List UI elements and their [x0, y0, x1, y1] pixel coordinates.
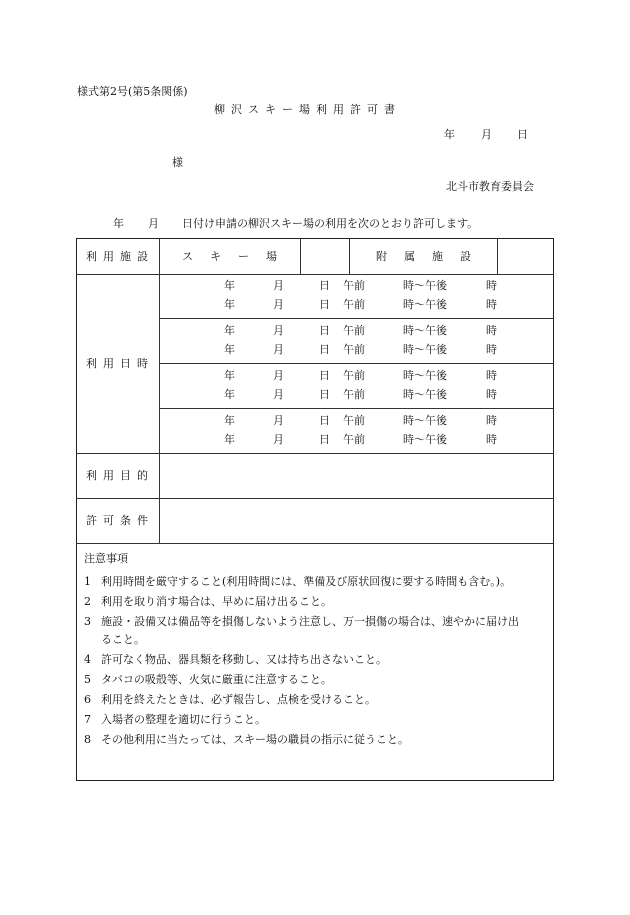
- datetime-am: 午前: [343, 298, 365, 311]
- datetime-year: 年: [224, 433, 235, 446]
- datetime-month: 月: [273, 298, 284, 311]
- datetime-year: 年: [224, 324, 235, 337]
- rule-datetime: [76, 453, 554, 454]
- note-item: [84, 714, 266, 725]
- datetime-year: 年: [224, 369, 235, 382]
- datetime-to-hour: 時: [486, 369, 497, 382]
- datetime-from-hour: 時〜午後: [403, 298, 447, 311]
- conditions-label: 許可条件: [86, 514, 154, 527]
- datetime-day: 日: [319, 388, 330, 401]
- datetime-to-hour: 時: [486, 279, 497, 292]
- datetime-to-hour: 時: [486, 298, 497, 311]
- note-number: 7: [84, 713, 91, 726]
- note-number: 4: [84, 653, 91, 666]
- datetime-year: 年: [224, 298, 235, 311]
- addressee: 様: [172, 156, 183, 169]
- datetime-year: 年: [224, 388, 235, 401]
- datetime-am: 午前: [343, 388, 365, 401]
- datetime-from-hour: 時〜午後: [403, 388, 447, 401]
- rule-purpose: [76, 498, 554, 499]
- datetime-from-hour: 時〜午後: [403, 433, 447, 446]
- datetime-from-hour: 時〜午後: [403, 343, 447, 356]
- note-item: [84, 694, 376, 705]
- datetime-am: 午前: [343, 324, 365, 337]
- datetime-from-hour: 時〜午後: [403, 414, 447, 427]
- issuer: 北斗市教育委員会: [446, 180, 534, 193]
- rule-facility-col-3: [497, 238, 498, 274]
- purpose-label: 利用目的: [86, 469, 154, 482]
- note-text: 施設・設備又は備品等を損傷しないよう注意し、万一損傷の場合は、速やかに届け出: [101, 615, 519, 628]
- annex-facility-label: 附属施設: [376, 250, 488, 263]
- rule-conditions: [76, 543, 554, 544]
- datetime-to-hour: 時: [486, 343, 497, 356]
- date-month: 月: [481, 128, 492, 141]
- datetime-day: 日: [319, 369, 330, 382]
- note-text: 入場者の整理を適切に行うこと。: [101, 713, 266, 726]
- datetime-month: 月: [273, 433, 284, 446]
- datetime-month: 月: [273, 414, 284, 427]
- datetime-day: 日: [319, 414, 330, 427]
- note-text-continued: ること。: [101, 633, 145, 646]
- datetime-am: 午前: [343, 343, 365, 356]
- datetime-am: 午前: [343, 433, 365, 446]
- intro-month: 月: [148, 217, 159, 230]
- datetime-year: 年: [224, 414, 235, 427]
- datetime-am: 午前: [343, 279, 365, 292]
- note-number: 8: [84, 733, 91, 746]
- datetime-month: 月: [273, 324, 284, 337]
- datetime-to-hour: 時: [486, 324, 497, 337]
- datetime-from-hour: 時〜午後: [403, 324, 447, 337]
- note-item: [84, 674, 332, 685]
- datetime-label: 利用日時: [86, 357, 154, 370]
- datetime-day: 日: [319, 298, 330, 311]
- datetime-year: 年: [224, 279, 235, 292]
- note-item: [84, 596, 332, 607]
- note-number: 1: [84, 575, 91, 588]
- note-text: 許可なく物品、器具類を移動し、又は持ち出さないこと。: [101, 653, 387, 666]
- datetime-month: 月: [273, 388, 284, 401]
- note-number: 5: [84, 673, 91, 686]
- rule-label-column: [159, 238, 160, 543]
- document-title: 柳沢スキー場利用許可書: [214, 103, 401, 116]
- note-number: 6: [84, 693, 91, 706]
- datetime-am: 午前: [343, 414, 365, 427]
- facility-label: 利用施設: [86, 250, 154, 263]
- date-day: 日: [517, 128, 528, 141]
- note-text: その他利用に当たっては、スキー場の職員の指示に従うこと。: [101, 733, 409, 746]
- note-item: [84, 654, 387, 665]
- rule-slot-2: [159, 363, 554, 364]
- datetime-from-hour: 時〜午後: [403, 369, 447, 382]
- rule-slot-1: [159, 318, 554, 319]
- datetime-day: 日: [319, 279, 330, 292]
- note-text: 利用時間を厳守すること(利用時間には、準備及び原状回復に要する時間も含む。)。: [101, 575, 512, 588]
- datetime-to-hour: 時: [486, 433, 497, 446]
- form-code: 様式第2号(第5条関係): [77, 85, 188, 98]
- note-text: 利用を取り消す場合は、早めに届け出ること。: [101, 595, 332, 608]
- note-item: [84, 734, 409, 745]
- datetime-day: 日: [319, 433, 330, 446]
- rule-facility-col-1: [300, 238, 301, 274]
- note-number: 2: [84, 595, 91, 608]
- note-item: [84, 616, 519, 627]
- rule-slot-3: [159, 408, 554, 409]
- datetime-from-hour: 時〜午後: [403, 279, 447, 292]
- datetime-month: 月: [273, 279, 284, 292]
- datetime-day: 日: [319, 343, 330, 356]
- facility-value: スキー場: [182, 250, 294, 263]
- rule-facility: [76, 274, 554, 275]
- note-text: 利用を終えたときは、必ず報告し、点検を受けること。: [101, 693, 376, 706]
- datetime-to-hour: 時: [486, 388, 497, 401]
- intro-text: 日付け申請の柳沢スキー場の利用を次のとおり許可します。: [182, 217, 479, 230]
- note-text: タバコの吸殻等、火気に厳重に注意すること。: [101, 673, 332, 686]
- date-year: 年: [444, 128, 455, 141]
- datetime-month: 月: [273, 343, 284, 356]
- datetime-year: 年: [224, 343, 235, 356]
- intro-year: 年: [113, 217, 124, 230]
- note-number: 3: [84, 615, 91, 628]
- datetime-month: 月: [273, 369, 284, 382]
- datetime-am: 午前: [343, 369, 365, 382]
- note-item: [84, 576, 511, 587]
- datetime-to-hour: 時: [486, 414, 497, 427]
- notes-title: 注意事項: [84, 552, 128, 565]
- rule-facility-col-2: [349, 238, 350, 274]
- datetime-day: 日: [319, 324, 330, 337]
